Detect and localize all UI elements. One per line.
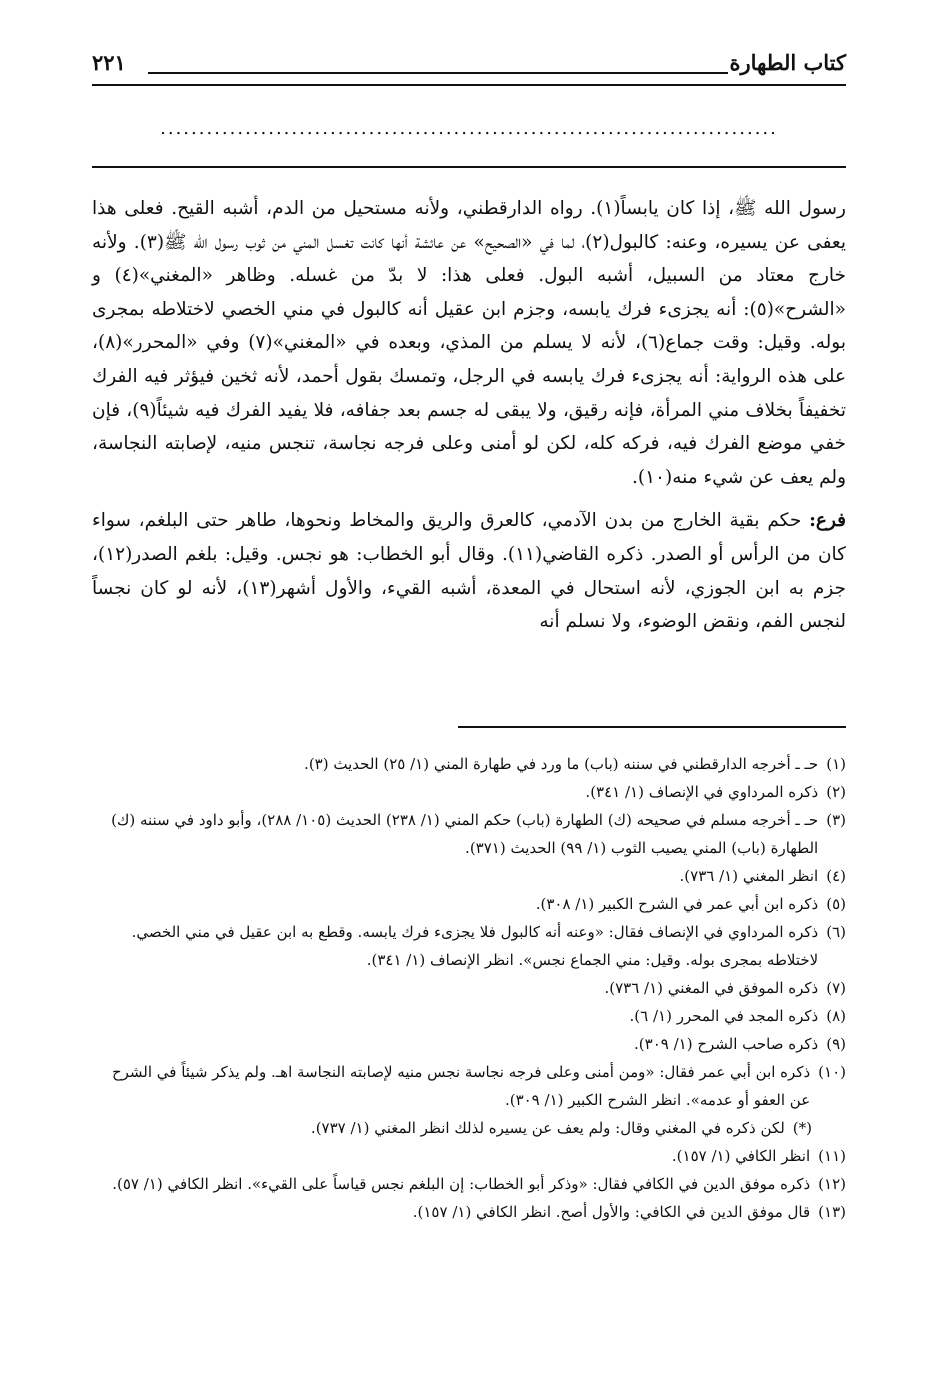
footnote [92, 1114, 846, 1142]
footnote [92, 1002, 846, 1030]
section-rule [92, 166, 846, 168]
footnote-number: (٥) [826, 895, 846, 913]
footnote-text: ذكره المرداوي في الإنصاف فقال: «وعنه أنه كالبول فلا يجزىء فرك يابسه. وقطع به ابن عقيل في مني الخصي. لاختلاطه بمجرى بوله. وقيل: مني الجماع نجس». انظر الإنصاف (١/ ٣٤١). [131, 923, 819, 969]
paragraph-2-text: حكم بقية الخارج من بدن الآدمي، كالعرق والريق والمخاط ونحوها، طاهر حتى البلغم، سواء كان من الرأس أو الصدر. ذكره القاضي(١١). وقال أبو الخطاب: هو نجس. وقيل: بلغم الصدر(١٢)، جزم به ابن الجوزي، لأنه استحال في المعدة، أشبه القيء، والأول أشهر(١٣)، لأنه لو كان نجساً لنجس الفم، ونقض الوضوء، ولا نسلم أنه [92, 510, 846, 633]
footnote-text: ذكره ابن أبي عمر فقال: «ومن أمنى وعلى فرجه نجاسة نجس منيه لإصابته النجاسة اهـ. ولم يذكر شيئاً في الشرح عن العفو أو عدمه». انظر الشرح الكبير (١/ ٣٠٩). [111, 1063, 811, 1109]
main-text [92, 192, 846, 639]
dotted-separator: ................................................................................ [160, 118, 778, 139]
footnote-number: (٨) [826, 1007, 846, 1025]
footnote [92, 1058, 846, 1114]
footnote-text: انظر المغني (١/ ٧٣٦). [679, 867, 819, 885]
footnote-text: حـ ـ أخرجه الدارقطني في سننه (باب) ما ورد في طهارة المني (١/ ٢٥) الحديث (٣). [304, 755, 819, 773]
paragraph-1: رسول الله ﷺ، إذا كان يابساً(١). رواه الدارقطني، ولأنه مستحيل من الدم، أشبه القيح. فعلى هذا يعفى عن يسيره، وعنه: كالبول(٢)، لما في «الصحيح» عن عائشة أنها كانت تغسل المني من ثوب رسول الله ﷺ(٣). ولأنه خارج معتاد من السبيل، أشبه البول. فعلى هذا: لا بدّ من غسله. وظاهر «المغني»(٤) و «الشرح»(٥): أنه يجزىء فرك يابسه، وجزم ابن عقيل أنه كالبول في مني الخصي لاختلاطه بمجرى بوله. وقيل: وقت جماع(٦)، لأنه لا يسلم من المذي، وبعده في «المغني»(٧) وفي «المحرر»(٨)، على هذه الرواية: أنه يجزىء فرك يابسه في الرجل، وتمسك بقول أحمد، لأنه ثخين فيؤثر فيه الفرك تخفيفاً بخلاف مني المرأة، فإنه رقيق، ولا يبقى له جسم بعد جفافه، فلا يفيد الفرك فيه شيئاً(٩)، فإن خفي موضع الفرك فيه، فركه كله، لكن لو أمنى وعلى فرجه نجاسة، تنجس منيه، لإصابته النجاسة، ولم يعف عن شيء منه(١٠). [92, 198, 847, 488]
footnote-number: (١٢) [818, 1175, 846, 1193]
footnote [92, 1170, 846, 1198]
footnote [92, 1030, 846, 1058]
footnote-number: (٤) [826, 867, 846, 885]
footnote [92, 806, 846, 862]
footnote-number: (٢) [826, 783, 846, 801]
paragraph-2 [92, 504, 846, 638]
footnote [92, 1142, 846, 1170]
footnote [92, 974, 846, 1002]
footnote [92, 890, 846, 918]
footnote-text: لكن ذكره في المغني وقال: ولم يعف عن يسيره لذلك انظر المغني (١/ ٧٣٧). [310, 1119, 785, 1137]
header-rule [92, 84, 846, 86]
footnote [92, 918, 846, 974]
paragraph-2-lead: فرع: [809, 510, 846, 532]
page-number: ٢٢١ [92, 50, 126, 75]
footnote-text: حـ ـ أخرجه مسلم في صحيحه (ك) الطهارة (باب) حكم المني (١/ ٢٣٨) الحديث (١٠٥/ ٢٨٨)، وأبو داود في سننه (ك) الطهارة (باب) المني يصيب الثوب (١/ ٩٩) الحديث (٣٧١). [111, 811, 819, 857]
footnote [92, 862, 846, 890]
footnote [92, 778, 846, 806]
footnote-number: (*) [792, 1119, 812, 1137]
footnote-number: (١٣) [818, 1203, 846, 1221]
footnote-text: انظر الكافي (١/ ١٥٧). [671, 1147, 811, 1165]
footnote-text: ذكره الموفق في المغني (١/ ٧٣٦). [604, 979, 819, 997]
header-line [148, 72, 728, 74]
footnote-text: قال موفق الدين في الكافي: والأول أصح. انظر الكافي (١/ ١٥٧). [412, 1203, 811, 1221]
footnote-text: ذكره صاحب الشرح (١/ ٣٠٩). [634, 1035, 819, 1053]
footnote-text: ذكره موفق الدين في الكافي فقال: «وذكر أبو الخطاب: إن البلغم نجس قياساً على القيء». انظر الكافي (١/ ٥٧). [112, 1175, 811, 1193]
footnote [92, 750, 846, 778]
footnote-number: (١) [826, 755, 846, 773]
chapter-title: كتاب الطهارة [729, 50, 846, 75]
footnote-text: ذكره المجد في المحرر (١/ ٦). [629, 1007, 819, 1025]
footnote-text: ذكره ابن أبي عمر في الشرح الكبير (١/ ٣٠٨). [535, 895, 819, 913]
footnote-rule [458, 726, 846, 728]
footnote-number: (٦) [826, 923, 846, 941]
footnote-number: (٣) [826, 811, 846, 829]
footnote-number: (٧) [826, 979, 846, 997]
footnotes [92, 750, 846, 1226]
footnote-number: (١١) [818, 1147, 846, 1165]
footnote-number: (١٠) [818, 1063, 846, 1081]
footnote [92, 1198, 846, 1226]
footnote-text: ذكره المرداوي في الإنصاف (١/ ٣٤١). [585, 783, 819, 801]
footnote-number: (٩) [826, 1035, 846, 1053]
